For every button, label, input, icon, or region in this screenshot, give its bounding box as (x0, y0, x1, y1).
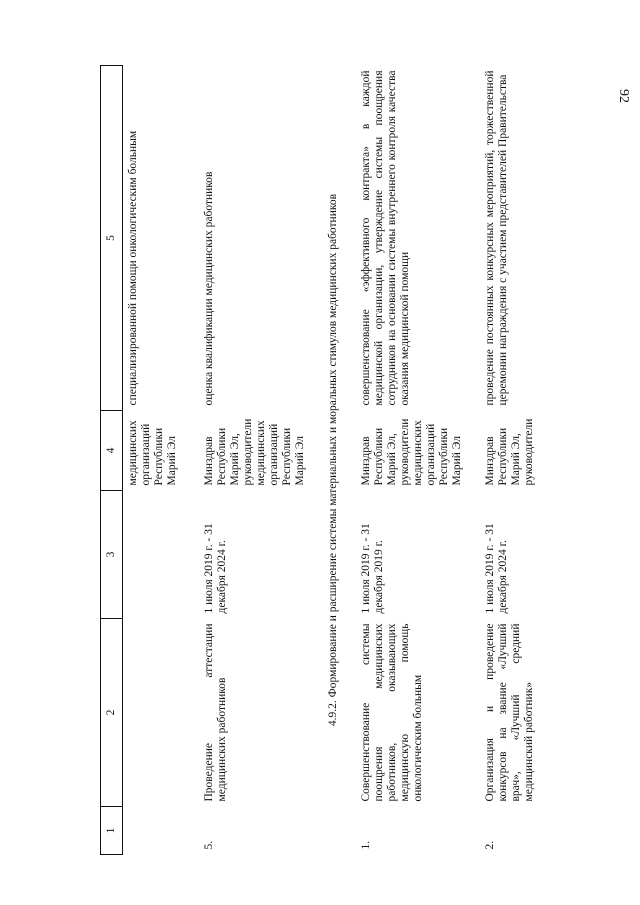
continuation-responsible: медицинских организаций Республики Марий Эл (127, 420, 178, 486)
table-row (474, 66, 546, 855)
row-period: 1 июля 2019 г. - 31 декабря 2024 г. (203, 523, 228, 614)
row-activity: Организация и проведение конкурсов на звание «Лучший врач», «Лучший средний медицинский работник» (484, 623, 535, 802)
continuation-result: специализированной помощи онкологическим больным (127, 130, 139, 406)
row-responsible: Минздрав Республики Марий Эл, руководители (484, 418, 535, 486)
measures-table (100, 65, 546, 855)
row-result: совершенствование «эффективного контракта» в каждой медицинской организации, утверждение системы поощрения сотрудников на основании системы внутреннего контроля качества оказания медицинской помощи (360, 70, 411, 406)
row-result: проведение постоянных конкурсных мероприятий, торжественной церемонии награждения с участием представителей Правительства (484, 70, 509, 406)
header-col-3: 3 (101, 491, 123, 619)
row-number: 1. (360, 840, 372, 850)
header-col-1: 1 (101, 807, 123, 855)
row-result: оценка квалификации медицинских работников (203, 171, 215, 406)
section-heading-row (317, 66, 350, 855)
page-number: 92 (616, 89, 631, 103)
row-number: 2. (484, 840, 496, 850)
header-col-5: 5 (101, 66, 123, 411)
table-row (350, 66, 474, 855)
section-title: 4.9.2. Формирование и расширение системы материальных и моральных стимулов медицинских работников (327, 193, 339, 727)
table-row-continuation (123, 66, 194, 855)
row-activity: Совершенствование системы поощрения медицинских работников, оказывающих медицинскую помощь онкологическим больным (360, 623, 424, 802)
table-row (193, 66, 317, 855)
row-responsible: Минздрав Республики Марий Эл, руководители медицинских организаций Республики Марий Эл (360, 418, 463, 486)
header-col-2: 2 (101, 619, 123, 807)
row-activity: Проведение аттестации медицинских работников (203, 623, 228, 802)
row-responsible: Минздрав Республики Марий Эл, руководители медицинских организаций Республики Марий Эл (203, 418, 306, 486)
row-period: 1 июля 2019 г. - 31 декабря 2024 г. (484, 523, 509, 614)
row-period: 1 июля 2019 г. - 31 декабря 2019 г. (360, 523, 385, 614)
row-number: 5. (203, 840, 215, 850)
table-header-row (101, 66, 123, 855)
header-col-4: 4 (101, 411, 123, 491)
rotated-page-content (100, 65, 620, 855)
